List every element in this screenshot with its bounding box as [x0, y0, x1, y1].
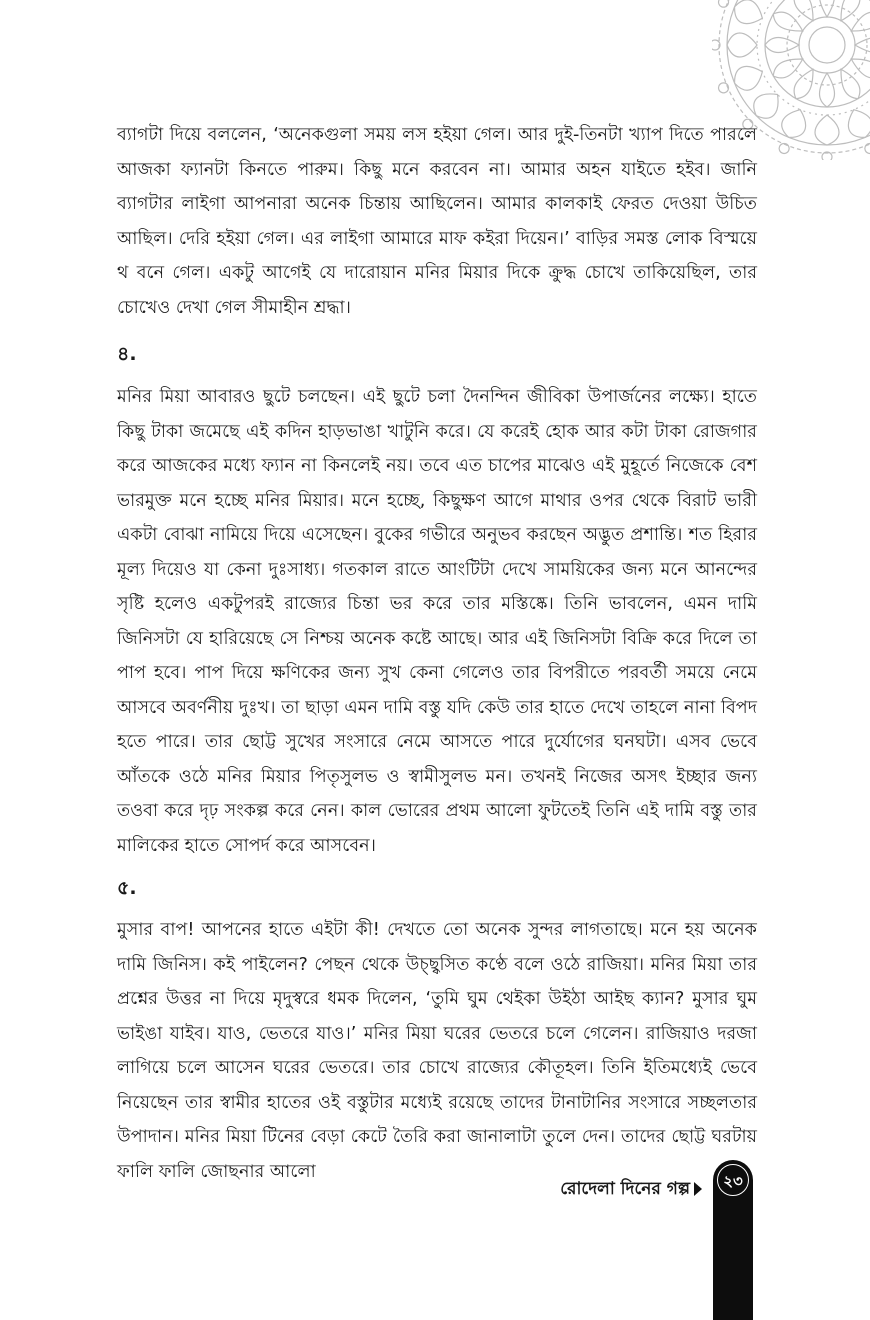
book-title: রোদেলা দিনের গল্প — [560, 1179, 690, 1199]
section-number-5: ৫. — [117, 877, 137, 899]
section-number-4: ৪. — [117, 343, 137, 365]
paragraph-2: মনির মিয়া আবারও ছুটে চলছেন। এই ছুটে চলা দৈনন্দিন জীবিকা উপার্জনের লক্ষ্যে। হাতে কিছু টাকা জমেছে এই কদিন হাড়ভাঙা খাটুনি করে। যে করেই হোক আর কটা টাকা রোজগার করে আজকের মধ্যে ফ্যান না কিনলেই নয়। তবে এত চাপের মাঝেও এই মুহূর্তে নিজেকে বেশ ভারমুক্ত মনে হচ্ছে মনির মিয়ার। মনে হচ্ছে, কিছুক্ষণ আগে মাথার ওপর থেকে বিরাট ভারী একটা বোঝা নামিয়ে দিয়ে এসেছেন। বুকের গভীরে অনুভব করছেন অদ্ভুত প্রশান্তি। শত হিরার মূল্য দিয়েও যা কেনা দুঃসাধ্য। গতকাল রাতে আংটিটা দেখে সাময়িকের জন্য মনে আনন্দের সৃষ্টি হলেও একটুপরই রাজ্যের চিন্তা ভর করে তার মস্তিষ্কে। তিনি ভাবলেন, এমন দামি জিনিসটা যে হারিয়েছে সে নিশ্চয় অনেক কষ্টে আছে। আর এই জিনিসটা বিক্রি করে দিলে তা পাপ হবে। পাপ দিয়ে ক্ষণিকের জন্য সুখ কেনা গেলেও তার বিপরীতে পরবর্তী সময়ে নেমে আসবে অবর্ণনীয় দুঃখ। তা ছাড়া এমন দামি বস্তু যদি কেউ তার হাতে দেখে তাহলে নানা বিপদ হতে পারে। তার ছোট্ট সুখের সংসারে নেমে আসতে পারে দুর্যোগের ঘনঘটা। এসব ভেবে আঁতকে ওঠে মনির মিয়ার পিতৃসুলভ ও স্বামীসুলভ মন। তখনই নিজের অসৎ ইচ্ছার জন্য তওবা করে দৃঢ় সংকল্প করে নেন। কাল ভোরের প্রথম আলো ফুটতেই তিনি এই দামি বস্তু তার মালিকের হাতে সোপর্দ করে আসবেন। — [117, 387, 757, 856]
arrow-right-icon — [694, 1182, 702, 1196]
paragraph-3: মুসার বাপ! আপনের হাতে এইটা কী! দেখতে তো অনেক সুন্দর লাগতাছে। মনে হয় অনেক দামি জিনিস। কই পাইলেন? পেছন থেকে উচ্ছ্বসিত কণ্ঠে বলে ওঠে রাজিয়া। মনির মিয়া তার প্রশ্নের উত্তর না দিয়ে মৃদুস্বরে ধমক দিলেন, ‘তুমি ঘুম থেইকা উইঠা আইছ ক্যান? মুসার ঘুম ভাইঙা যাইব। যাও, ভেতরে যাও।’ মনির মিয়া ঘরের ভেতরে চলে গেলেন। রাজিয়াও দরজা লাগিয়ে চলে আসেন ঘরের ভেতরে। তার চোখে রাজ্যের কৌতূহল। তিনি ইতিমধ্যেই ভেবে নিয়েছেন তার স্বামীর হাতের ওই বস্তুটার মধ্যেই রয়েছে তাদের টানাটানির সংসারে সচ্ছলতার উপাদান। মনির মিয়া টিনের বেড়া কেটে তৈরি করা জানালাটা তুলে দেন। তাদের ছোট্ট ঘরটায় ফালি ফালি জোছনার আলো — [117, 920, 758, 1182]
page-number: ২৩ — [717, 1164, 749, 1196]
paragraph-1: ব্যাগটা দিয়ে বললেন, ‘অনেকগুলা সময় লস হইয়া গেল। আর দুই-তিনটা খ্যাপ দিতে পারলে আজকা ফ্যানটা কিনতে পারুম। কিছু মনে করবেন না। আমার অহন যাইতে হইব। জানি ব্যাগটার লাইগা আপনারা অনেক চিন্তায় আছিলেন। আমার কালকাই ফেরত দেওয়া উচিত আছিল। দেরি হইয়া গেল। এর লাইগা আমারে মাফ কইরা দিয়েন।’ বাড়ির সমস্ত লোক বিস্ময়ে থ বনে গেল। একটু আগেই যে দারোয়ান মনির মিয়ার দিকে ক্রুদ্ধ চোখে তাকিয়েছিল, তার চোখেও দেখা গেল সীমাহীন শ্রদ্ধা। — [117, 125, 757, 318]
